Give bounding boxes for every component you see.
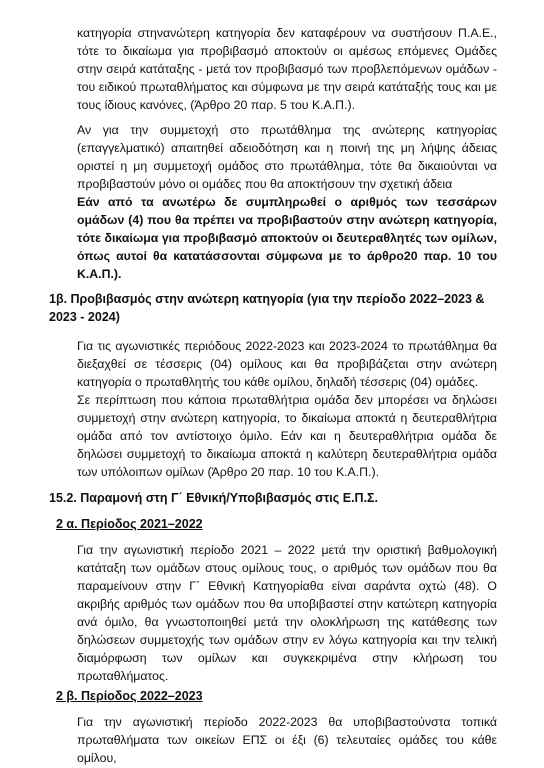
section-heading-15-2: 15.2. Παραμονή στη Γ΄ Εθνική/Υποβιβασμός στις Ε.Π.Σ. — [49, 491, 379, 505]
paragraph-four-groups: Για τις αγωνιστικές περιόδους 2022-2023 και 2023-2024 το πρωτάθλημα θα διεξαχθεί σε τέσσερις (04) ομίλους και θα προβιβάζεται στην ανώτερη κατηγορία ο πρωταθλητής του κάθε ομίλου, δηλαδή τέσσερις (04) ομάδες. — [77, 339, 497, 389]
subsection-heading-2a: 2 α. Περίοδος 2021–2022 — [56, 517, 203, 531]
paragraph-season-2021-2022: Για την αγωνιστική περίοδο 2021 – 2022 μετά την οριστική βαθμολογική κατάταξη των ομάδων στους ομίλους τους, ο αριθμός των ομάδων που θα παραμείνουν στην Γ΄ Εθνική Κατηγορίαθα είναι σαράντα οχτώ (48). Ο ακριβής αριθμός των ομάδων που θα υποβιβαστεί στην κατώτερη κατηγορία ανά όμιλο, θα γνωστοποιηθεί μετά την ολοκλήρωση της κατάθεσης των δηλώσεων συμμετοχής των ομάδων στην εν λόγω κατηγορία και την τελική διαμόρφωση των ομίλων και συγκεκριμένα στην κλήρωση του πρωταθλήματος. — [77, 543, 497, 683]
paragraph-season-2022-2023: Για την αγωνιστική περίοδο 2022-2023 θα υποβιβαστούνστα τοπικά πρωταθλήματα των οικείων ΕΠΣ οι έξι (6) τελευταίες ομάδες του κάθε ομίλου, — [77, 715, 497, 765]
paragraph-license-requirement: Αν για την συμμετοχή στο πρωτάθλημα της ανώτερης κατηγορίας (επαγγελματικό) απαιτηθεί αδειοδότηση και η ποινή της μη λήψης άδειας οριστεί η μη συμμετοχή ομάδος στο πρωτάθλημα, τότε θα δικαιούνται να προβιβαστούν μόνο οι ομάδες που θα αποκτήσουν την σχετική άδεια — [77, 123, 497, 191]
subsection-heading-2b: 2 β. Περίοδος 2022–2023 — [56, 689, 203, 703]
paragraph-pae-promotion: κατηγορία στηνανώτερη κατηγορία δεν καταφέρουν να συστήσουν Π.Α.Ε., τότε το δικαίωμα για προβιβασμό αποκτούν οι αμέσως επόμενες Ομάδες στην σειρά κατάταξης - μετά τον προβιβασμό των προβλεπόμενων ομάδων - του ειδικού πρωταθλήματος και σύμφωνα με την σειρά κατάταξής τους και με τους ίδιους κανόνες, (Άρθρο 20 παρ. 5 του Κ.Α.Π.). — [77, 26, 497, 112]
paragraph-champion-declines: Σε περίπτωση που κάποια πρωταθλήτρια ομάδα δεν μπορέσει να δηλώσει συμμετοχή στην ανώτερη κατηγορία, το δικαίωμα αποκτά η δευτεραθλήτρια ομάδα από τον αντίστοιχο όμιλο. Εάν και η δευτεραθλήτρια ομάδα δε δηλώσει συμμετοχή το δικαίωμα αποκτά η καλύτερη δευτεραθλήτρια ομάδα των υπόλοιπων ομίλων (Άρθρο 20 παρ. 10 του Κ.Α.Π.). — [77, 393, 497, 479]
paragraph-runners-up-promotion: Εάν από τα ανωτέρω δε συμπληρωθεί ο αριθμός των τεσσάρων ομάδων (4) που θα πρέπει να προβιβαστούν στην ανώτερη κατηγορία, τότε δικαίωμα για προβιβασμό αποκτούν οι δευτεραθλητές των ομίλων, όπως αυτοί θα κατατάσσονται σύμφωνα με το άρθρο20 παρ. 10 του Κ.Α.Π.). — [77, 195, 497, 281]
section-heading-1b: 1β. Προβιβασμός στην ανώτερη κατηγορία (για την περίοδο 2022–2023 & 2023 - 2024) — [49, 292, 485, 324]
